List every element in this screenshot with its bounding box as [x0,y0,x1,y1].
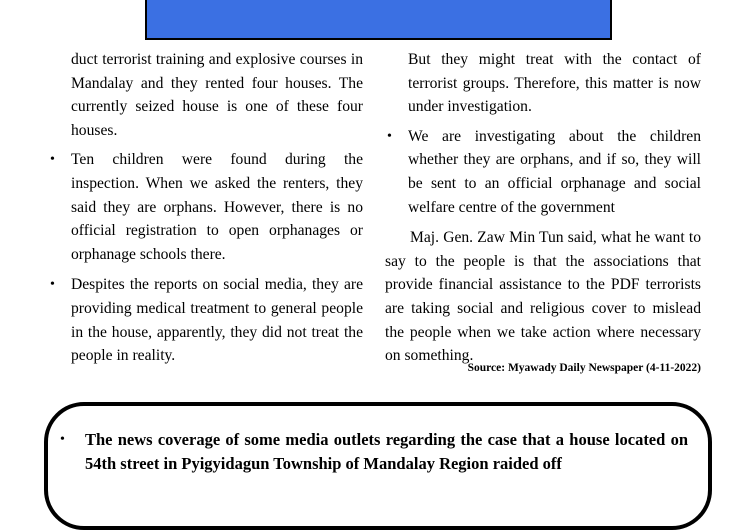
left-continuation-paragraph: duct terrorist training and explosive courses in Mandalay and they rented four houses. The currently seized house is one of these four houses. [71,51,363,139]
left-bullet-2-text: Despites the reports on social media, they are providing medical treatment to general people in the house, apparently, they did not treat the people in reality. [71,276,363,365]
left-bullet-1-text: Ten children were found during the inspection. When we asked the renters, they said they are orphans. However, there is no official registration to open orphanages or orphanage schools there. [71,151,363,263]
right-bullet-1 [385,125,701,219]
header-banner [145,0,612,40]
bullet-dot-icon: • [50,152,55,168]
right-continuation-paragraph: But they might treat with the contact of terrorist groups. Therefore, this matter is now under investigation. [408,51,701,116]
highlight-box-content [60,428,688,476]
bullet-dot-icon: • [50,277,55,293]
quote-paragraph: Maj. Gen. Zaw Min Tun said, what he want to say to the people is that the associations that provide financial assistance to the PDF terrorists are taking social and religious cover to mislead the people when we take action where necessary on something. [385,229,701,365]
left-bullet-2 [48,273,363,367]
bullet-dot-icon: • [387,128,392,144]
source-citation: Source: Myawady Daily Newspaper (4-11-2022) [467,362,701,374]
highlight-box-text: The news coverage of some media outlets regarding the case that a house located on 54th street in Pyigyidagun Township of Mandalay Region raided off [85,430,688,473]
left-column [48,48,363,375]
right-column [385,48,701,368]
bullet-dot-icon: • [60,432,65,447]
right-bullet-1-text: We are investigating about the children whether they are orphans, and if so, they will be sent to an official orphanage and social welfare centre of the government [408,127,701,216]
left-bullet-1 [48,148,363,266]
